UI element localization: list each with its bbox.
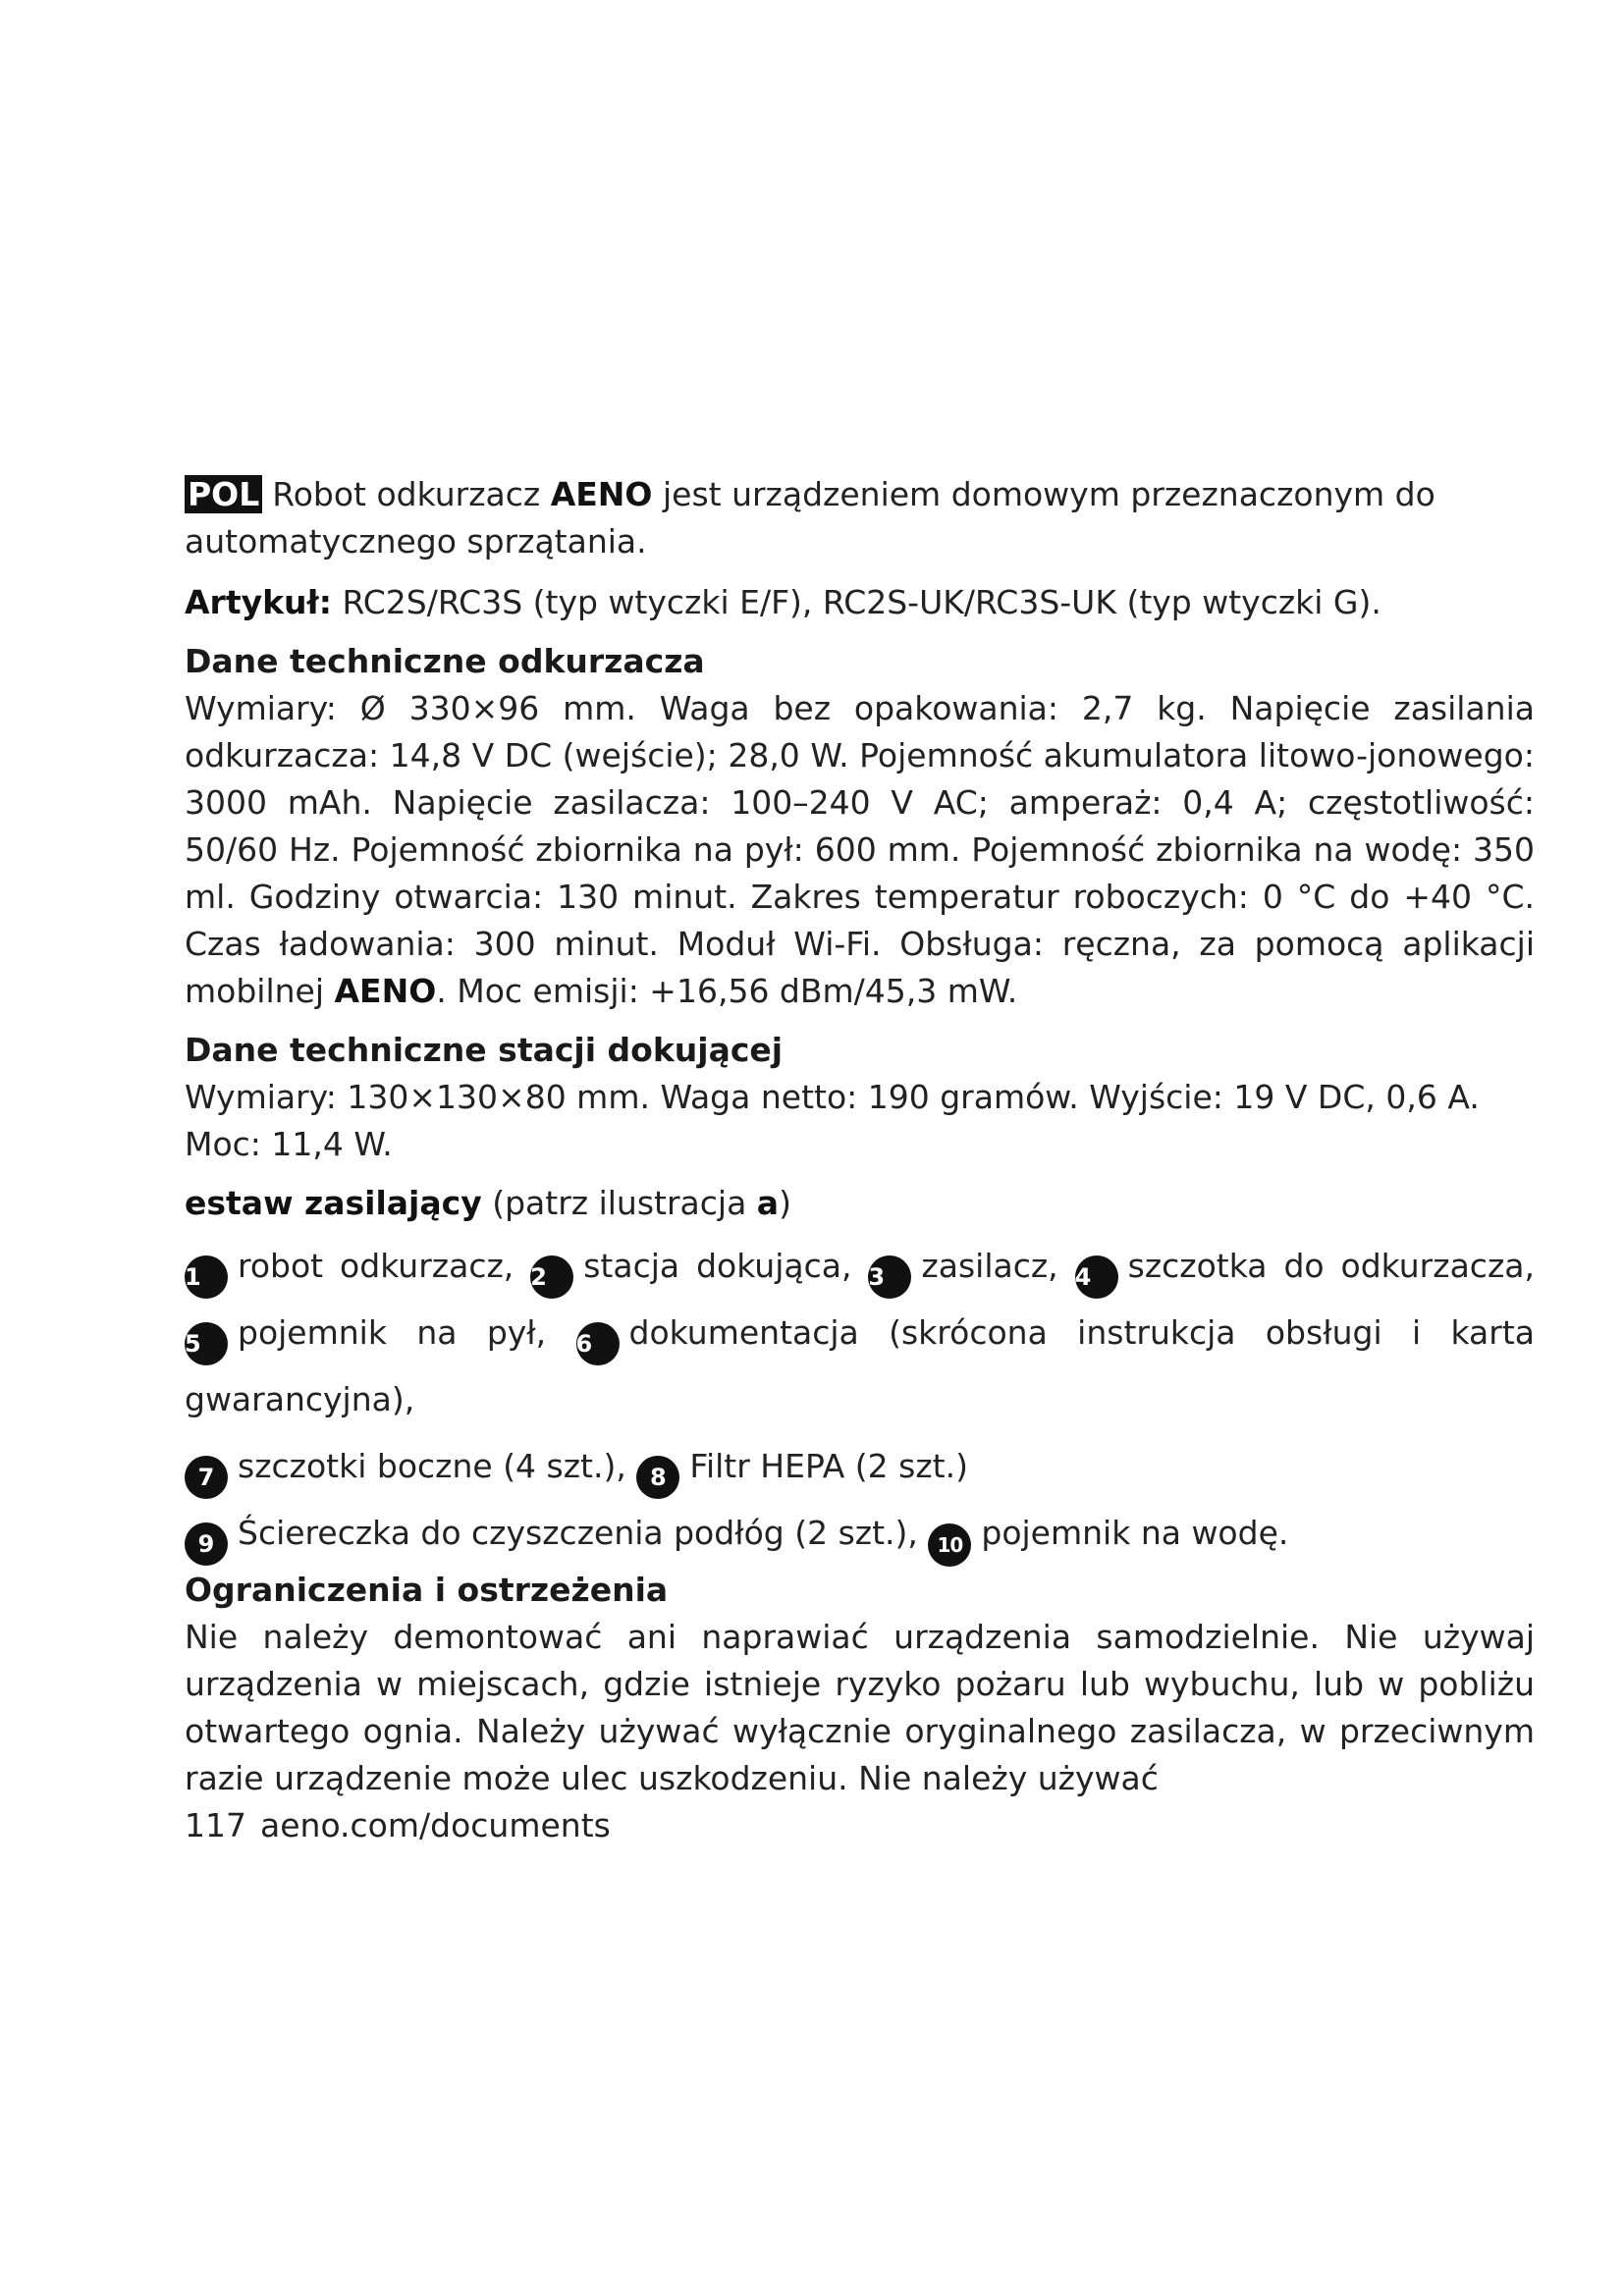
spec-text: Wymiary: Ø 330×96 mm. Waga bez opakowania: 2,7 kg. Napięcie zasilania odkurzacza: 14,8 V DC (wejście); 28,0 W. Pojemność akumulatora litowo-jonowego: 3000 mAh. Napięcie zasilacza: 100–240 V AC; amperaż: 0,4 A; częstotliwość: 50/60 Hz. Pojemność zbiornika na pył: 600 mm. Pojemność zbiornika na wodę: 350 ml. Godziny otwarcia: 130 minut. Zakres temperatur roboczych: 0 °C do +40 °C. Czas ładowania: 300 minut. Moduł Wi-Fi. Obsługa: ręczna, za pomocą aplikacji mobilnej xyxy=(185,689,1535,1010)
number-3-badge-icon: 3 xyxy=(868,1255,911,1299)
kit-item xyxy=(1074,1247,1535,1291)
document-page xyxy=(185,471,1535,1802)
kit-item-label: dokumentacja (skrócona instrukcja obsługi i karta gwarancyjna), xyxy=(185,1313,1535,1418)
kit-line-2 xyxy=(185,1300,1535,1433)
kit-item xyxy=(530,1247,852,1291)
kit-heading-note-bold: a xyxy=(756,1184,780,1222)
kit-item xyxy=(636,1447,968,1491)
page-footer xyxy=(185,1802,624,1849)
article-label: Artykuł: xyxy=(185,583,332,621)
kit-item-label: stacja dokująca, xyxy=(583,1247,852,1285)
kit-item xyxy=(185,1313,547,1358)
kit-item-label: Ściereczka do czyszczenia podłóg (2 szt.), xyxy=(238,1514,918,1552)
kit-heading-line xyxy=(185,1180,1535,1227)
kit-line-3 xyxy=(185,1433,1535,1500)
number-9-badge-icon: 9 xyxy=(185,1522,228,1566)
kit-item xyxy=(868,1247,1058,1291)
spec-heading: Dane techniczne odkurzacza xyxy=(185,642,705,680)
number-8-badge-icon: 8 xyxy=(636,1456,679,1499)
kit-item-label: robot odkurzacz, xyxy=(238,1247,514,1285)
number-4-badge-icon: 4 xyxy=(1075,1255,1118,1299)
kit-item-label: pojemnik na wodę. xyxy=(981,1514,1289,1552)
kit-item-label: pojemnik na pył, xyxy=(238,1313,547,1352)
kit-line-1 xyxy=(185,1233,1535,1300)
kit-item xyxy=(185,1514,918,1558)
warnings-text: Nie należy demontować ani naprawiać urządzenia samodzielnie. Nie używaj urządzenia w miejscach, gdzie istnieje ryzyko pożaru lub wybuchu, lub w pobliżu otwartego ognia. Należy używać wyłącznie oryginalnego zasilacza, w przeciwnym razie urządzenie może ulec uszkodzeniu. Nie należy używać xyxy=(185,1618,1535,1797)
kit-heading-note-pre: (patrz ilustracja xyxy=(492,1184,747,1222)
language-tag: POL xyxy=(185,475,262,513)
kit-item-label: zasilacz, xyxy=(921,1247,1058,1285)
kit-line-4 xyxy=(185,1500,1535,1567)
kit-item xyxy=(928,1514,1289,1557)
spec-paragraph xyxy=(185,685,1535,1015)
kit-item-label: Filtr HEPA (2 szt.) xyxy=(689,1447,968,1485)
number-1-badge-icon: 1 xyxy=(185,1255,228,1299)
kit-heading-note-post: ) xyxy=(779,1184,791,1222)
article-line xyxy=(185,579,1535,626)
intro-post: jest urządzeniem domowym przeznaczonym do automatycznego sprzątania. xyxy=(185,475,1435,561)
warnings-heading: Ograniczenia i ostrzeżenia xyxy=(185,1571,669,1609)
kit-item xyxy=(185,1247,514,1291)
intro-pre: Robot odkurzacz xyxy=(272,475,541,513)
intro-brand: AENO xyxy=(550,475,653,513)
spec-tail: . Moc emisji: +16,56 dBm/45,3 mW. xyxy=(436,972,1018,1010)
article-text: RC2S/RC3S (typ wtyczki E/F), RC2S-UK/RC3S-UK (typ wtyczki G). xyxy=(342,583,1381,621)
number-10-badge-icon: 10 xyxy=(928,1523,971,1567)
kit-heading: estaw zasilający xyxy=(185,1184,482,1222)
kit-list xyxy=(185,1233,1535,1567)
intro-paragraph xyxy=(185,471,1535,565)
number-7-badge-icon: 7 xyxy=(185,1456,228,1499)
spec-brand: AENO xyxy=(334,972,437,1010)
kit-item xyxy=(185,1447,626,1491)
kit-item-label: szczotki boczne (4 szt.), xyxy=(238,1447,626,1485)
kit-item-label: szczotka do odkurzacza, xyxy=(1127,1247,1535,1285)
number-5-badge-icon: 5 xyxy=(185,1322,228,1365)
number-6-badge-icon: 6 xyxy=(576,1322,620,1365)
number-2-badge-icon: 2 xyxy=(530,1255,573,1299)
dock-text: Wymiary: 130×130×80 mm. Waga netto: 190 gramów. Wyjście: 19 V DC, 0,6 A. Moc: 11,4 W. xyxy=(185,1078,1480,1163)
page-number: 117 xyxy=(185,1806,246,1844)
footer-url: aeno.com/documents xyxy=(260,1806,611,1844)
dock-heading: Dane techniczne stacji dokującej xyxy=(185,1031,784,1069)
